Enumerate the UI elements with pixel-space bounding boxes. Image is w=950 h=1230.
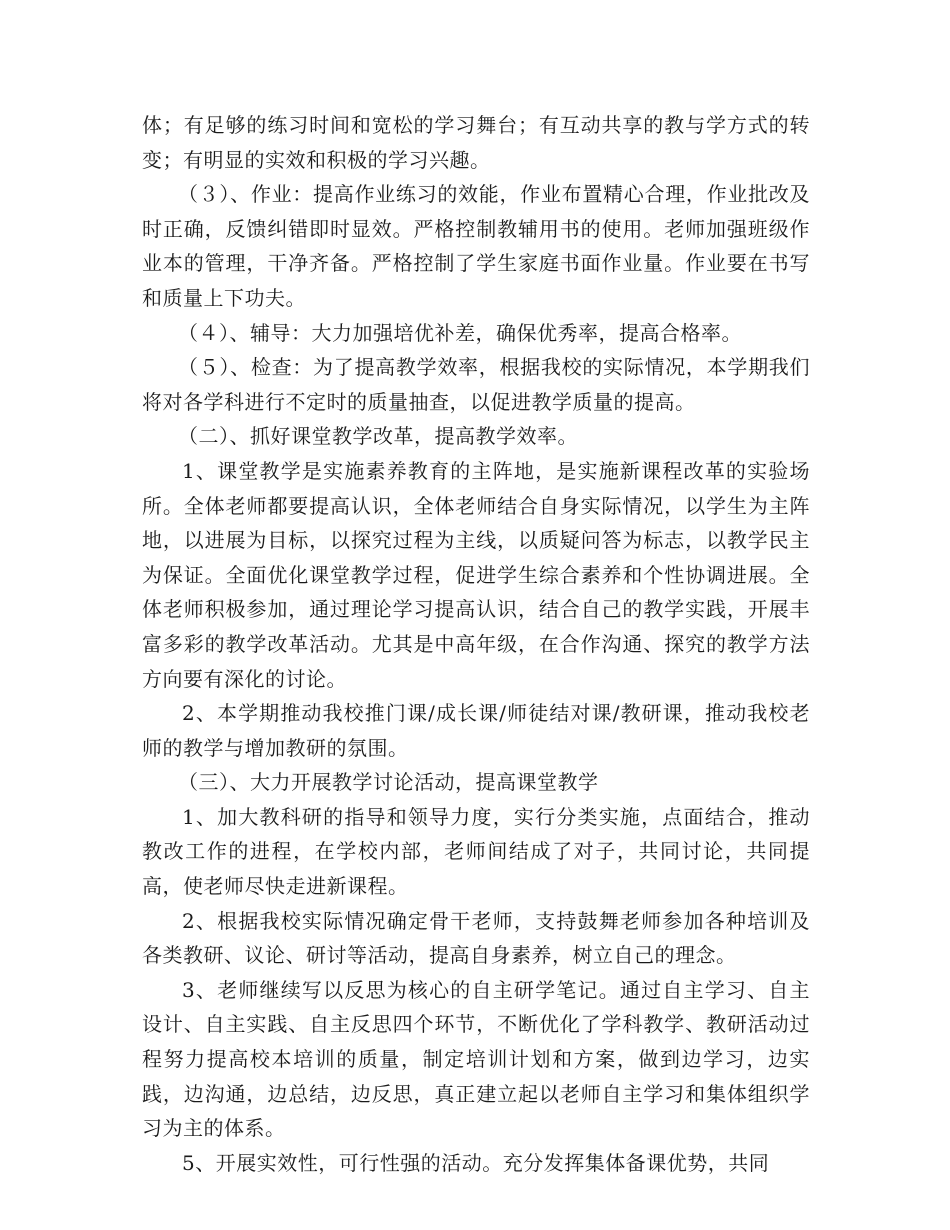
paragraph-open-class: 2、本学期推动我校推门课/成长课/师徒结对课/教研课，推动我校老师的教学与增加教研的氛围。 [142,701,810,760]
section-heading-three: （三）、大力开展教学讨论活动，提高课堂教学 [178,770,599,795]
paragraph-inspection: （５）、检查：为了提高教学效率，根据我校的实际情况，本学期我们将对各学科进行不定时的质量抽查，以促进教学质量的提高。 [142,355,810,414]
paragraph-homework: （３）、作业：提高作业练习的效能，作业布置精心合理，作业批改及时正确，反馈纠错即时显效。严格控制教辅用书的使用。老师加强班级作业本的管理，干净齐备。严格控制了学生家庭书面作业量。作业要在书写和质量上下功夫。 [142,182,810,310]
section-heading-two: （二）、抓好课堂教学改革，提高教学效率。 [178,424,578,449]
paragraph-tutoring: （４）、辅导：大力加强培优补差，确保优秀率，提高合格率。 [178,320,742,345]
paragraph-research-guidance: 1、加大教科研的指导和领导力度，实行分类实施，点面结合，推动教改工作的进程，在学校内部，老师间结成了对子，共同讨论，共同提高，使老师尽快走进新课程。 [142,804,810,899]
paragraph-key-teachers: 2、根据我校实际情况确定骨干老师，支持鼓舞老师参加各种培训及各类教研、议论、研讨等活动，提高自身素养，树立自己的理念。 [142,908,810,968]
paragraph-effective-activities: 5、开展实效性，可行性强的活动。充分发挥集体备课优势，共同 [182,1150,770,1175]
paragraph-continuation: 体；有足够的练习时间和宽松的学习舞台；有互动共享的教与学方式的转变；有明显的实效和积极的学习兴趣。 [142,113,810,172]
paragraph-classroom-teaching: 1、课堂教学是实施素养教育的主阵地，是实施新课程改革的实验场所。全体老师都要提高认识，全体老师结合自身实际情况，以学生为主阵地，以进展为目标，以探究过程为主线，以质疑问答为标志，以教学民主为保证。全面优化课堂教学过程，促进学生综合素养和个性协调进展。全体老师积极参加，通过理论学习提高认识，结合自己的教学实践，开展丰富多彩的教学改革活动。尤其是中高年级，在合作沟通、探究的教学方法方向要有深化的讨论。 [142,458,810,691]
paragraph-reflection-notes: 3、老师继续写以反思为核心的自主研学笔记。通过自主学习、自主设计、自主实践、自主反思四个环节，不断优化了学科教学、教研活动过程努力提高校本培训的质量，制定培训计划和方案，做到边学习，边实践，边沟通，边总结，边反思，真正建立起以老师自主学习和集体组织学习为主的体系。 [142,977,810,1141]
body-text [142,108,810,1180]
